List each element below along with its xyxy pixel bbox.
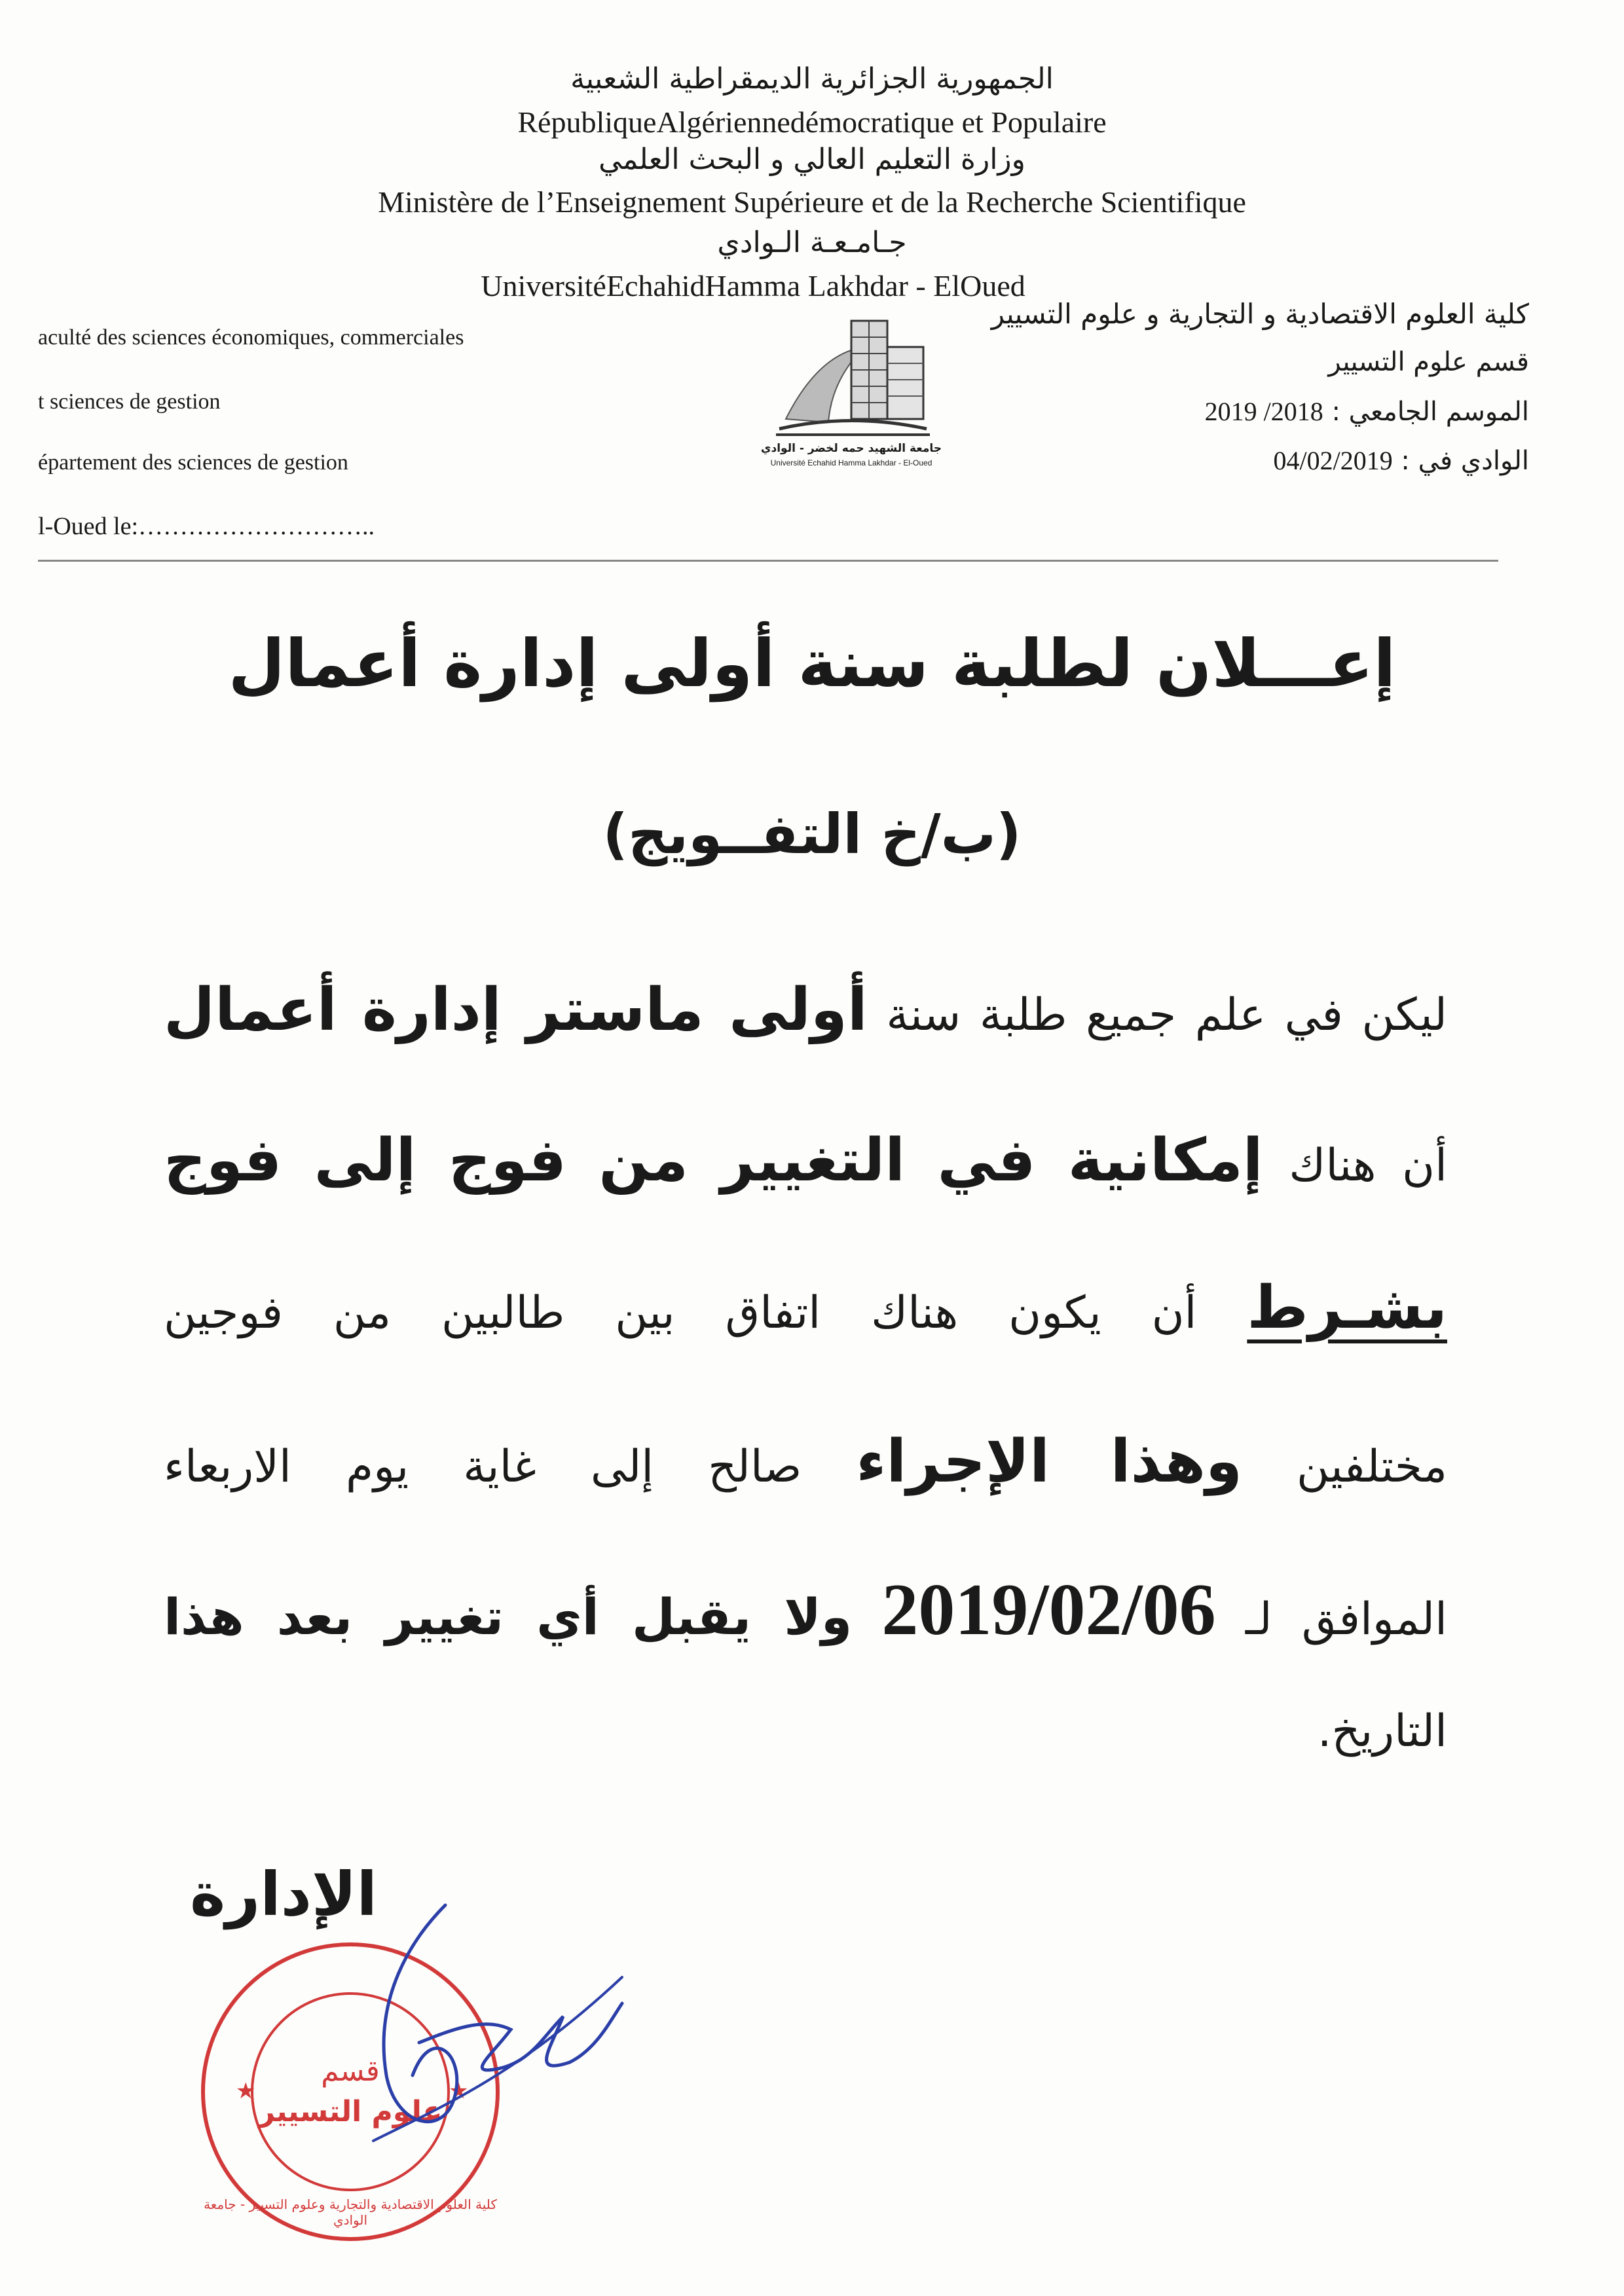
body-line-6: التاريخ.: [1317, 1705, 1447, 1757]
season-value: 2018/ 2019: [1204, 397, 1323, 426]
date-value: 04/02/2019: [1273, 446, 1393, 475]
body-l5-b: ولا يقبل أي تغيير بعد هذا: [164, 1588, 853, 1646]
header-republic-fr: RépubliqueAlgériennedémocratique et Populaire: [517, 105, 1107, 139]
faculty-fr-line2: t sciences de gestion: [38, 390, 221, 414]
body-l1-a: ليكن في علم جميع طلبة سنة: [886, 989, 1448, 1041]
body-l1-b: أولى ماستر إدارة أعمال: [164, 975, 868, 1044]
svg-text:★: ★: [236, 2078, 256, 2104]
faculty-ar: كلية العلوم الاقتصادية و التجارية و علوم التسيير: [991, 298, 1529, 330]
department-fr: épartement des sciences de gestion: [38, 450, 348, 475]
body-line-4: [164, 1427, 1447, 1496]
academic-season: [1205, 396, 1529, 427]
header-university-ar: جـامـعـة الـوادي: [717, 226, 907, 259]
body-line-1: [164, 975, 1447, 1044]
header-university-fr: UniversitéEchahidHamma Lakhdar - ElOued: [481, 269, 1025, 302]
logo-caption-ar: جامعة الشهيد حمه لخضر - الوادي: [760, 442, 942, 455]
logo-caption-fr: Université Echahid Hamma Lakhdar - El-Oued: [770, 458, 932, 467]
body-line-3: [164, 1273, 1447, 1342]
signature-scribble-icon: [334, 1879, 629, 2187]
stamp-ring-text: كلية العلوم الاقتصادية والتجارية وعلوم التسيير - جامعة الوادي: [204, 2196, 497, 2228]
university-logo: [760, 308, 942, 478]
body-l5-a: الموافق لـ: [1245, 1594, 1447, 1645]
svg-text:★: ★: [449, 2078, 469, 2104]
body-line-2: [164, 1126, 1447, 1195]
announcement-title: إعـــلان لطلبة سنة أولى إدارة أعمال: [228, 625, 1396, 702]
header-republic-ar: الجمهورية الجزائرية الديمقراطية الشعبية: [570, 62, 1054, 96]
body-l2-b: إمكانية في التغيير من فوج إلى فوج: [164, 1126, 1263, 1195]
season-label: الموسم الجامعي :: [1331, 397, 1529, 427]
administration-label: الإدارة: [190, 1859, 378, 1929]
body-l3-a: بشـرط: [1247, 1273, 1447, 1342]
body-l2-a: أن هناك: [1289, 1140, 1447, 1192]
department-ar: قسم علوم التسيير: [1328, 347, 1529, 377]
header-ministry-ar: وزارة التعليم العالي و البحث العلمي: [599, 143, 1025, 176]
stamp-text-1: قسم: [321, 2054, 380, 2088]
body-l4-a: مختلفين: [1296, 1441, 1448, 1493]
stamp-text-2: علوم التسيير: [258, 2095, 443, 2128]
body-l4-b: وهذا الإجراء: [856, 1427, 1242, 1496]
header-ministry-fr: Ministère de l’Enseignement Supérieure et de la Recherche Scientifique: [378, 185, 1246, 219]
deadline-date: 2019/02/06: [881, 1569, 1216, 1650]
date-label: الوادي في :: [1401, 446, 1529, 476]
faculty-fr-line1: aculté des sciences économiques, commerciales: [38, 325, 464, 350]
header-divider: [38, 560, 1498, 562]
announcement-subtitle: (ب/خ التفــويج): [602, 802, 1022, 866]
body-line-5: [164, 1568, 1447, 1652]
body-l3-b: أن يكون هناك اتفاق بين طالبين من فوجين: [164, 1287, 1197, 1339]
body-l4-c: صالح إلى غاية يوم الاربعاء: [164, 1441, 802, 1493]
handwritten-signature: [334, 1879, 629, 2187]
oued-le-date: l-Oued le:………………………..: [38, 513, 375, 540]
issue-date: [1273, 445, 1529, 476]
